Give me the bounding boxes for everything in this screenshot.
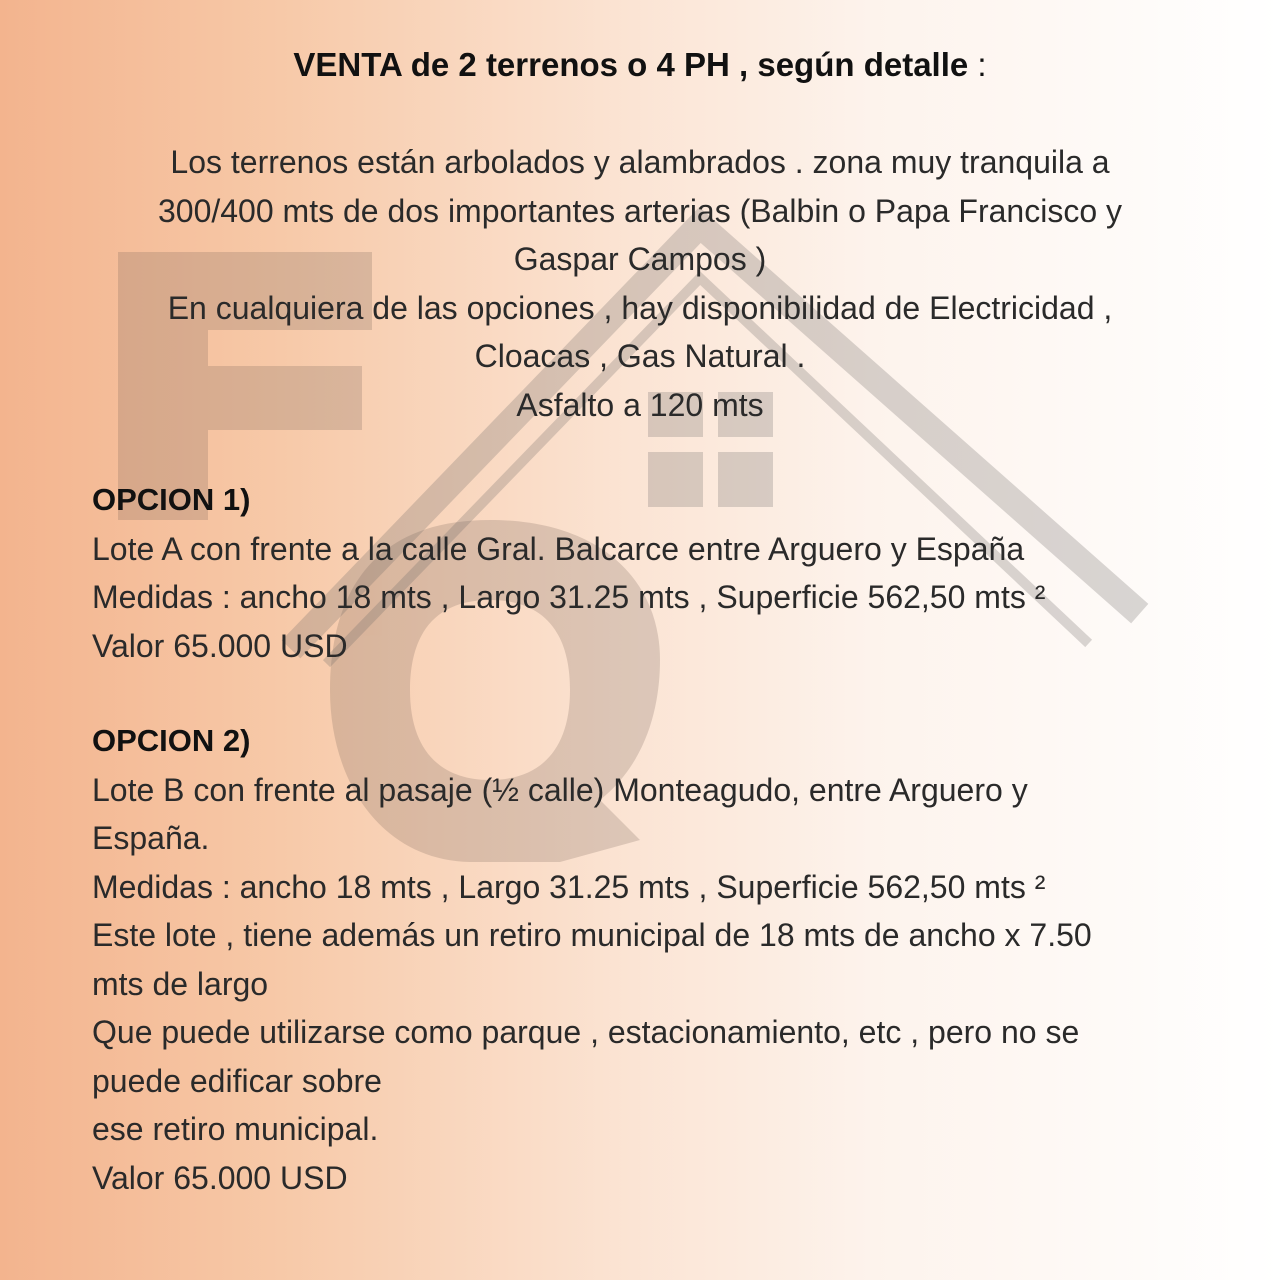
option-2-line: Lote B con frente al pasaje (½ calle) Monteagudo, entre Arguero y: [92, 771, 1028, 808]
intro-line: Asfalto a 120 mts: [516, 386, 764, 423]
option-2-section: [92, 717, 1202, 1202]
intro-line: En cualquiera de las opciones , hay disponibilidad de Electricidad ,: [167, 289, 1113, 326]
page-title: [0, 40, 1280, 90]
option-1-line: Medidas : ancho 18 mts , Largo 31.25 mts , Superficie 562,50 mts ²: [92, 579, 1046, 615]
option-2-line: ese retiro municipal.: [92, 1111, 379, 1147]
title-bold: VENTA de 2 terrenos o 4 PH , según detalle: [293, 46, 969, 83]
option-1-heading: OPCION 1): [92, 482, 251, 517]
option-2-line: Medidas : ancho 18 mts , Largo 31.25 mts , Superficie 562,50 mts ²: [92, 868, 1046, 905]
option-2-line: Valor 65.000 USD: [92, 1159, 348, 1196]
intro-paragraph: [80, 138, 1200, 429]
intro-line: 300/400 mts de dos importantes arterias (Balbin o Papa Francisco y: [157, 192, 1123, 229]
option-2-heading: OPCION 2): [92, 723, 251, 758]
option-2-line: Este lote , tiene además un retiro municipal de 18 mts de ancho x 7.50: [92, 917, 1092, 953]
option-2-line: España.: [92, 820, 210, 856]
intro-line: Cloacas , Gas Natural .: [474, 338, 806, 374]
option-1-line: Lote A con frente a la calle Gral. Balcarce entre Arguero y España: [92, 530, 1025, 567]
title-suffix: :: [968, 46, 987, 83]
intro-line: Gaspar Campos ): [513, 241, 767, 277]
option-1-line: Valor 65.000 USD: [92, 627, 348, 664]
option-2-line: Que puede utilizarse como parque , estacionamiento, etc , pero no se: [92, 1014, 1080, 1050]
option-2-line: mts de largo: [92, 965, 269, 1002]
intro-line: Los terrenos están arbolados y alambrados . zona muy tranquila a: [170, 144, 1110, 180]
option-2-line: puede edificar sobre: [92, 1062, 382, 1099]
option-1-section: [92, 476, 1202, 670]
